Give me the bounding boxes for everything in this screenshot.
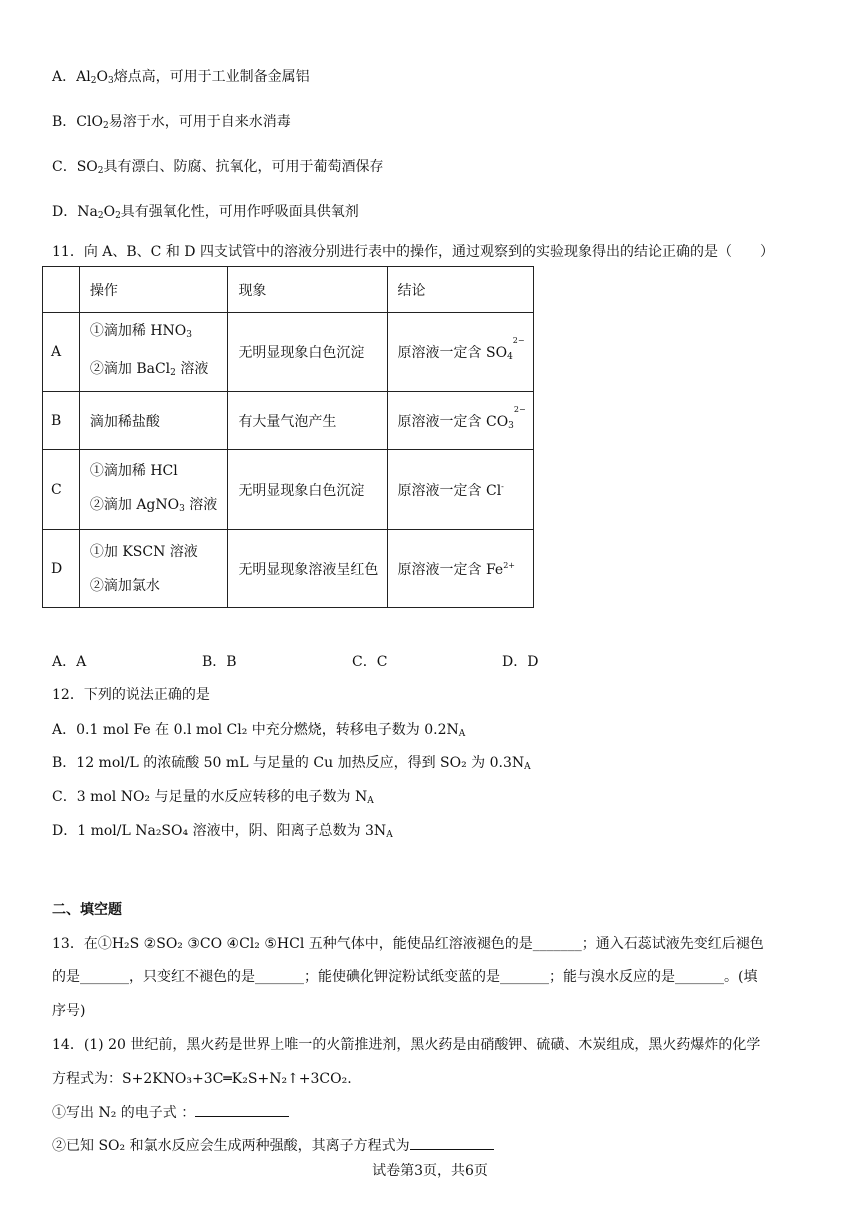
row-operation: 滴加稀盐酸 xyxy=(79,392,228,450)
table-header-empty xyxy=(43,267,80,313)
q12-option-c: C．3 mol NO₂ 与足量的水反应转移的电子数为 $N_A$ xyxy=(52,789,374,806)
q10-option-a: A．$Al_2O_3$熔点高，可用于工业制备金属铝 xyxy=(52,69,310,86)
answer-blank[interactable] xyxy=(195,1103,289,1117)
q11-option-c: C．C xyxy=(352,654,388,670)
table-header-cc: 结论 xyxy=(387,267,533,313)
q12-option-d: D．1 mol/L Na₂SO₄ 溶液中，阴、阳离子总数为 $3N_A$ xyxy=(52,823,393,840)
table-row xyxy=(43,530,534,608)
q14-line-1: 14．(1) 20 世纪前，黑火药是世界上唯一的火箭推进剂，黑火药是由硝酸钾、硫磺、木炭组成，黑火药爆炸的化学 xyxy=(52,1037,761,1053)
row-phenomenon: 无明显现象溶液呈红色 xyxy=(228,530,387,608)
table-row xyxy=(43,313,534,392)
table-row xyxy=(43,450,534,530)
q12-stem: 12．下列的说法正确的是 xyxy=(52,687,210,703)
row-operation: ①加 KSCN 溶液 ②滴加氯水 xyxy=(79,530,228,608)
table-row xyxy=(43,392,534,450)
table-header-row xyxy=(43,267,534,313)
table-header-ph: 现象 xyxy=(228,267,387,313)
q13-line-2: 的是_______，只变红不褪色的是_______；能使碘化钾淀粉试纸变蓝的是_______；能与溴水反应的是_______。(填 xyxy=(52,969,758,985)
row-label: A xyxy=(43,313,80,392)
q14-line-4: ②已知 SO₂ 和氯水反应会生成两种强酸，其离子方程式为 xyxy=(52,1135,494,1155)
q14-line-3: ①写出 N₂ 的电子式 ： xyxy=(52,1102,289,1122)
q13-line-3: 序号) xyxy=(52,1003,86,1019)
row-label: C xyxy=(43,450,80,530)
q11-option-a: A．A xyxy=(52,654,87,670)
row-label: D xyxy=(43,530,80,608)
q11-option-d: D．D xyxy=(502,654,539,670)
answer-blank[interactable] xyxy=(410,1136,494,1150)
q10-option-c: C．$SO_2$具有漂白、防腐、抗氧化，可用于葡萄酒保存 xyxy=(52,159,384,176)
table-header-op: 操作 xyxy=(79,267,228,313)
q10-option-d: D．$Na_2O_2$具有强氧化性，可用作呼吸面具供氧剂 xyxy=(52,204,359,221)
q13-line-1: 13．在①H₂S ②SO₂ ③CO ④Cl₂ ⑤HCl 五种气体中，能使品红溶液褪色的是_______；通入石蕊试液先变红后褪色 xyxy=(52,936,764,952)
row-phenomenon: 无明显现象白色沉淀 xyxy=(228,450,387,530)
row-conclusion: 原溶液一定含 $SO_4$ 2− xyxy=(387,313,533,392)
q12-option-b: B．12 mol/L 的浓硫酸 50 mL 与足量的 Cu 加热反应，得到 SO₂ 为 $0.3N_A$ xyxy=(52,755,531,772)
row-conclusion: 原溶液一定含 $CO_3$ 2− xyxy=(387,392,533,450)
q11-option-b: B．B xyxy=(202,654,237,670)
row-phenomenon: 有大量气泡产生 xyxy=(228,392,387,450)
q14-line-2: 方程式为：S+2KNO₃+3C═K₂S+N₂↑+3CO₂. xyxy=(52,1071,352,1087)
row-label: B xyxy=(43,392,80,450)
row-phenomenon: 无明显现象白色沉淀 xyxy=(228,313,387,392)
page-footer: 试卷第3页，共6页 xyxy=(372,1163,488,1179)
section-title: 二、填空题 xyxy=(52,902,122,918)
q12-option-a: A．0.1 mol Fe 在 0.l mol Cl₂ 中充分燃烧，转移电子数为 $0.2N_A$ xyxy=(52,722,466,739)
row-operation: ①滴加稀 HCl ②滴加 AgNO$_3$ 溶液 xyxy=(79,450,228,530)
q10-option-b: B．ClO$_2$易溶于水，可用于自来水消毒 xyxy=(52,114,291,131)
row-conclusion: 原溶液一定含 Cl- xyxy=(387,450,533,530)
row-operation: ①滴加稀 $HNO_3$ ②滴加 BaCl$_2$ 溶液 xyxy=(79,313,228,392)
row-conclusion: 原溶液一定含 $Fe^{2+}$ xyxy=(387,530,533,608)
q11-table xyxy=(42,266,534,608)
q11-stem: 11．向 A、B、C 和 D 四支试管中的溶液分别进行表中的操作，通过观察到的实验现象得出的结论正确的是（ ） xyxy=(52,244,774,260)
